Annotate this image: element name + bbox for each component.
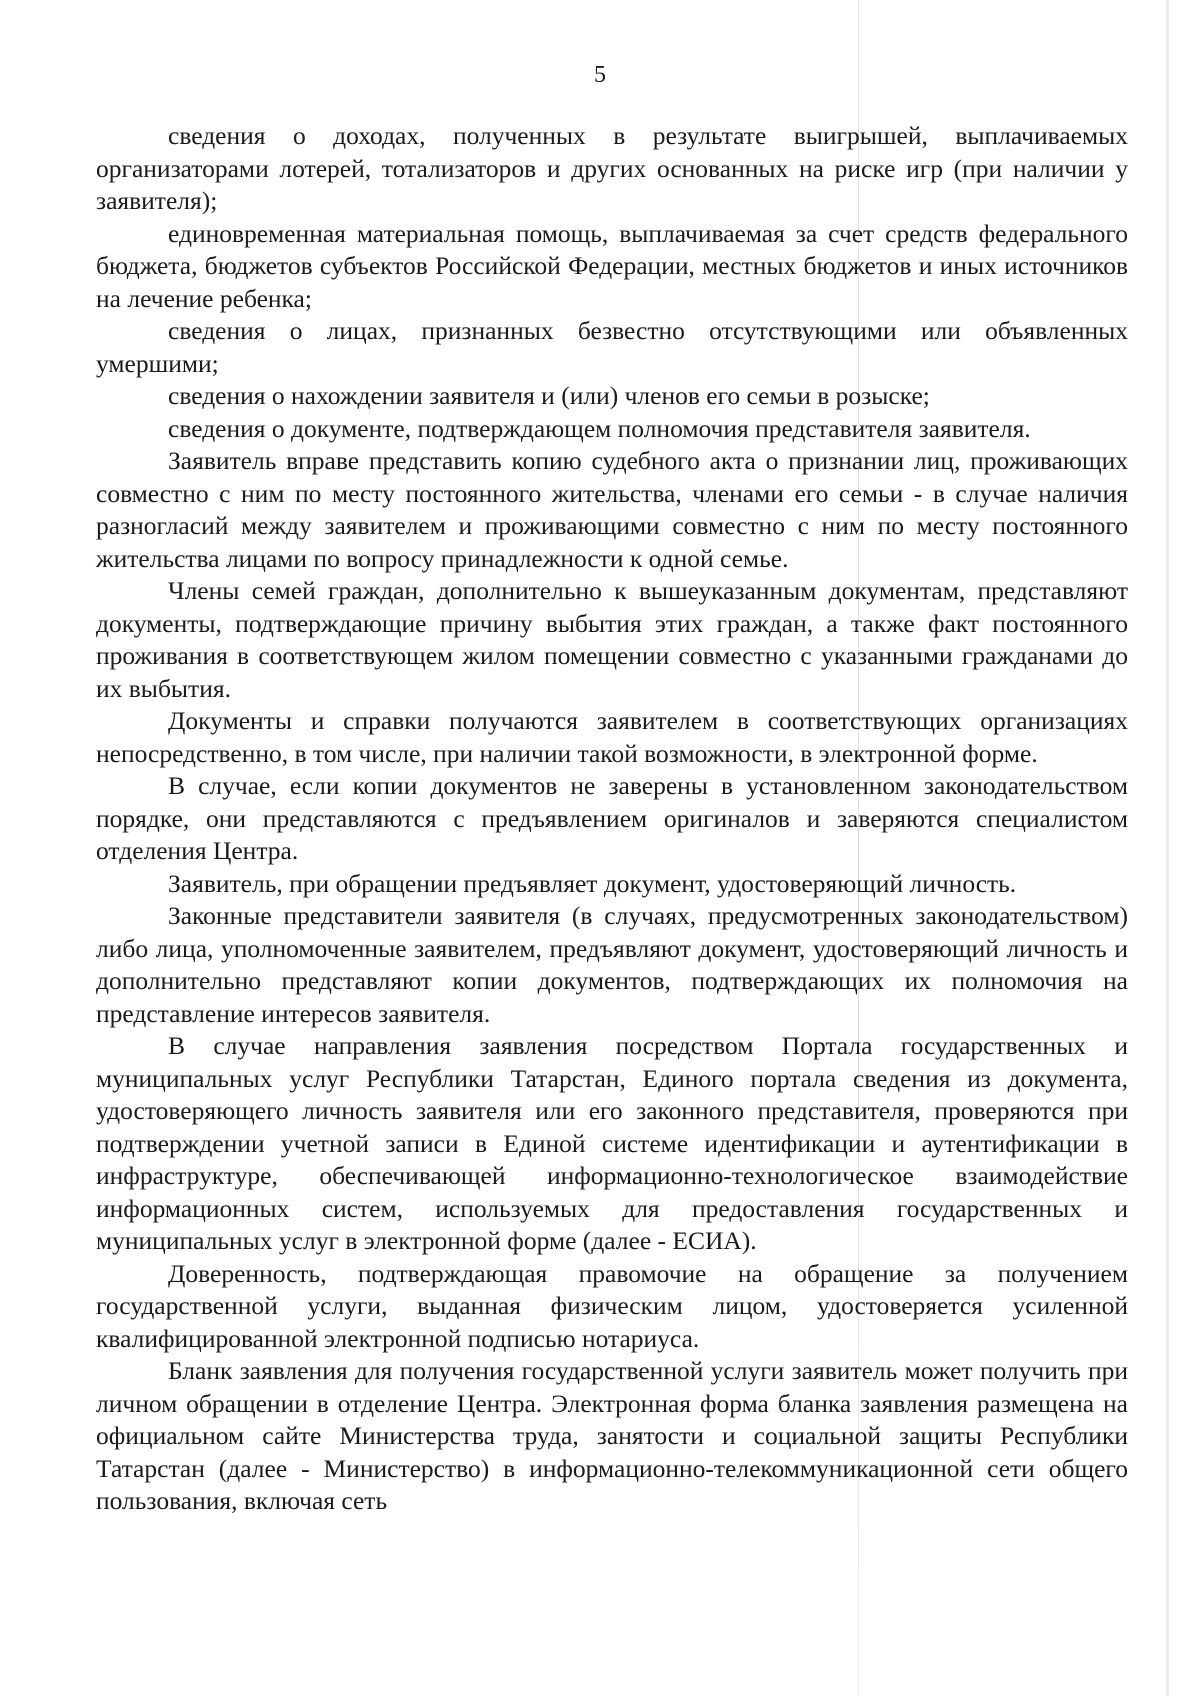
paragraph: сведения о нахождении заявителя и (или) членов его семьи в розыске; [168,381,930,410]
paragraph: сведения о доходах, полученных в результате выигрышей, выплачиваемых организаторами лотерей, тотализаторов и других основанных на риске игр (при наличии у заявителя); [96,121,1128,215]
paragraph: В случае, если копии документов не заверены в установленном законодательством порядке, они представляются с предъявлением оригиналов и заверяются специалистом отделения Центра. [96,771,1128,865]
paragraph: единовременная материальная помощь, выплачиваемая за счет средств федерального бюджета, бюджетов субъектов Российской Федерации, местных бюджетов и иных источников на лечение ребенка; [96,218,1128,313]
paragraph: сведения о документе, подтверждающем полномочия представителя заявителя. [168,413,1031,443]
paragraph: Законные представители заявителя (в случаях, предусмотренных законодательством) либо лица, уполномоченные заявителем, предъявляют документ, удостоверяющий личность и дополнительно представляют копии документов, подтверждающих их полномочия на представление интересов заявителя. [96,901,1128,1028]
paragraph: Бланк заявления для получения государственной услуги заявитель может получить при личном обращении в отделение Центра. Электронная форма бланка заявления размещена на официальном сайте Министерства труда, занятости и социальной защиты Республики Татарстан (далее - Министерство) в информационно-телекоммуникационной сети общего пользования, включая сеть [96,1356,1128,1515]
scan-page-edge [1166,0,1169,1696]
paragraph: Заявитель вправе представить копию судебного акта о признании лиц, проживающих совместно с ним по месту постоянного жительства, членами его семьи - в случае наличия разногласий между заявителем и проживающими совместно с ним по месту постоянного жительства лицами по вопросу принадлежности к одной семье. [96,446,1128,573]
page-number: 5 [594,62,606,88]
paragraph: Доверенность, подтверждающая правомочие на обращение за получением государственной услуги, выданная физическим лицом, удостоверяется усиленной квалифицированной электронной подписью нотариуса. [96,1258,1128,1353]
paragraph: Члены семей граждан, дополнительно к вышеуказанным документам, представляют документы, подтверждающие причину выбытия этих граждан, а также факт постоянного проживания в соответствующем жилом помещении совместно с указанными гражданами до их выбытия. [96,576,1128,703]
paragraph: Заявитель, при обращении предъявляет документ, удостоверяющий личность. [168,868,1017,898]
paragraph: В случае направления заявления посредством Портала государственных и муниципальных услуг Республики Татарстан, Единого портала сведения из документа, удостоверяющего личность заявителя или его законного представителя, проверяются при подтверждении учетной записи в Единой системе идентификации и аутентификации в инфраструктуре, обеспечивающей информационно-технологическое взаимодействие информационных систем, используемых для предоставления государственных и муниципальных услуг в электронной форме (далее - ЕСИА). [96,1031,1128,1255]
paragraph: Документы и справки получаются заявителем в соответствующих организациях непосредственно, в том числе, при наличии такой возможности, в электронной форме. [96,706,1128,768]
document-body [96,120,1128,1518]
paragraph: сведения о лицах, признанных безвестно отсутствующими или объявленных умершими; [96,316,1128,378]
